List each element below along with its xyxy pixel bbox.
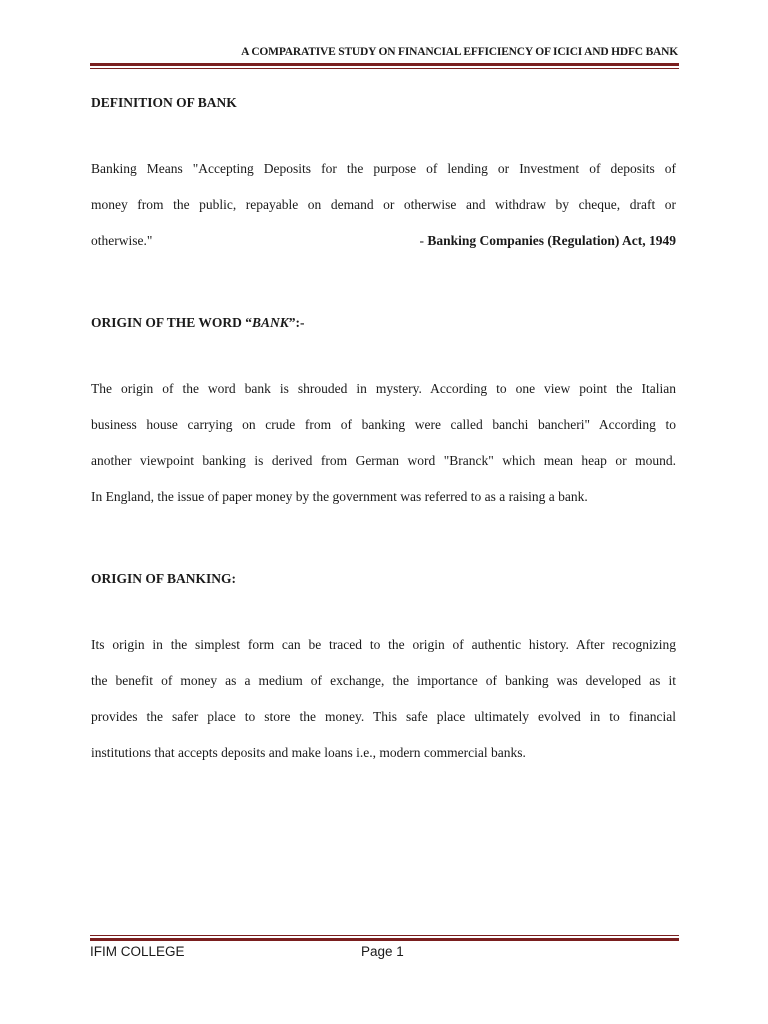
citation-source: Banking Companies (Regulation) Act, 1949: [427, 233, 676, 248]
heading-definition-of-bank: DEFINITION OF BANK: [91, 95, 237, 110]
heading-origin-word-italic: BANK: [252, 315, 289, 330]
definition-line-1: Banking Means "Accepting Deposits for the purpose of lending or Investment of deposits of: [91, 161, 676, 176]
footer-rule-thin: [90, 935, 679, 936]
definition-citation: [419, 233, 676, 249]
footer-rule-thick: [90, 938, 679, 941]
footer-college-name: IFIM COLLEGE: [90, 944, 185, 959]
origin-banking-line-4: institutions that accepts deposits and make loans i.e., modern commercial banks.: [91, 745, 526, 760]
origin-banking-line-1: Its origin in the simplest form can be traced to the origin of authentic history. After recognizing: [91, 637, 676, 652]
heading-origin-of-word-bank: [91, 315, 305, 331]
heading-origin-word-prefix: ORIGIN OF THE WORD “: [91, 315, 253, 330]
definition-line-3: otherwise.": [91, 233, 153, 248]
citation-dash: -: [419, 233, 428, 248]
definition-line-2: money from the public, repayable on demand or otherwise and withdraw by cheque, draft or: [91, 197, 676, 212]
origin-word-line-1: The origin of the word bank is shrouded in mystery. According to one view point the Italian: [91, 381, 676, 396]
heading-origin-of-banking: ORIGIN OF BANKING:: [91, 571, 237, 586]
origin-banking-line-3: provides the safer place to store the money. This safe place ultimately evolved in to financial: [91, 709, 676, 724]
origin-word-line-4: In England, the issue of paper money by the government was referred to as a raising a bank.: [91, 489, 588, 504]
origin-banking-line-2: the benefit of money as a medium of exchange, the importance of banking was developed as it: [91, 673, 676, 688]
origin-word-line-2: business house carrying on crude from of banking were called banchi bancheri" According to: [91, 417, 676, 432]
header-rule-thin: [90, 68, 679, 69]
footer-page-number: Page 1: [361, 944, 404, 959]
running-header-title: A COMPARATIVE STUDY ON FINANCIAL EFFICIENCY OF ICICI AND HDFC BANK: [241, 46, 678, 58]
header-rule-thick: [90, 63, 679, 66]
heading-origin-word-suffix: ”:-: [288, 315, 305, 330]
origin-word-line-3: another viewpoint banking is derived from German word "Branck" which mean heap or mound.: [91, 453, 676, 468]
